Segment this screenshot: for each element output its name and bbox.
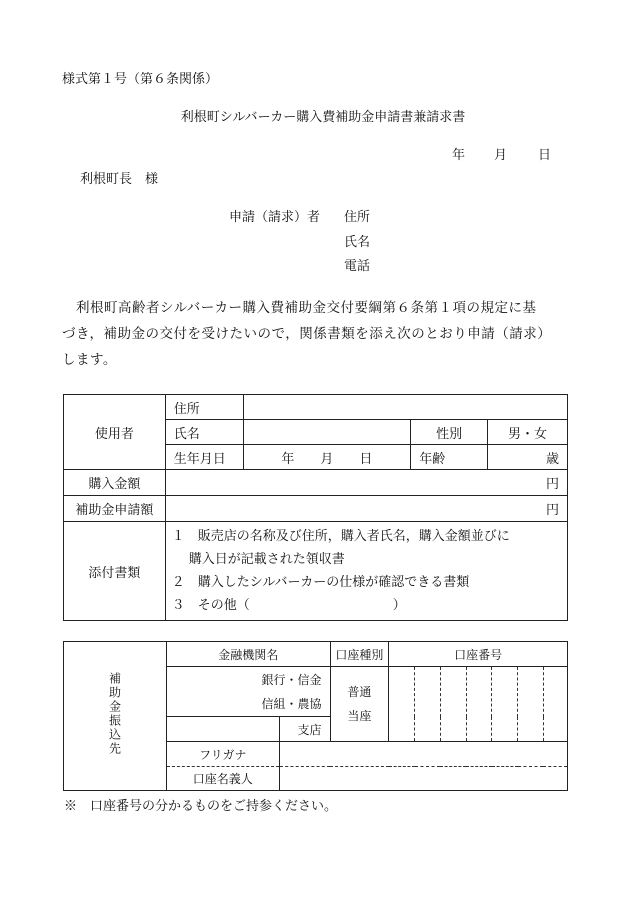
account-type-header: 口座種別 [330, 642, 389, 667]
attachment-item-continued: 購入日が記載された領収書 [188, 552, 345, 567]
attachments-label: 添付書類 [64, 522, 166, 621]
attachment-item: ２ 購入したシルバーカーの仕様が確認できる書類 [171, 575, 470, 590]
furigana-field[interactable] [279, 742, 567, 767]
footnote: ※ 口座番号の分かるものをご持参ください。 [64, 799, 338, 814]
account-digit-5[interactable] [492, 667, 518, 742]
account-digit-3[interactable] [440, 667, 466, 742]
request-paragraph [62, 295, 572, 373]
attachment-item: ３ その他（ ） [171, 598, 406, 613]
account-digit-2[interactable] [415, 667, 441, 742]
addressee: 利根町長 様 [80, 172, 159, 187]
branch-name-field[interactable] [167, 717, 280, 742]
account-type-option: 普通 [347, 685, 372, 699]
bank-transfer-table [63, 641, 568, 791]
form-title: 利根町シルバーカー購入費補助金申請書兼請求書 [180, 110, 466, 125]
account-digit-4[interactable] [466, 667, 492, 742]
age-label: 年齢 [411, 445, 488, 470]
account-digit-7[interactable] [543, 667, 567, 742]
bank-type-option: 信組・農協 [261, 696, 322, 711]
purchase-amount-field[interactable]: 円 [165, 470, 567, 496]
applicant-label: 申請（請求）者 [229, 210, 321, 225]
form-number: 様式第１号（第６条関係） [62, 72, 219, 87]
subsidy-amount-label: 補助金申請額 [64, 496, 166, 522]
date-day-label: 日 [538, 148, 552, 163]
subsidy-amount-field[interactable]: 円 [165, 496, 567, 522]
account-type-field[interactable] [330, 667, 389, 742]
transfer-side-label [64, 642, 167, 791]
bank-type-option: 銀行・信金 [261, 672, 322, 687]
bank-name-field[interactable] [167, 667, 331, 717]
account-type-option: 当座 [347, 709, 372, 723]
age-field[interactable]: 歳 [488, 445, 568, 470]
account-number-header: 口座番号 [389, 642, 568, 667]
transfer-side-text: 補助金振込先 [107, 672, 122, 756]
bank-name-header: 金融機関名 [167, 642, 331, 667]
paragraph-line: します。 [62, 352, 117, 368]
name-field[interactable] [243, 420, 411, 445]
birthdate-field[interactable]: 年 月 日 [243, 445, 411, 470]
user-label: 使用者 [64, 395, 166, 470]
name-label: 氏名 [165, 420, 243, 445]
paragraph-line: 利根町高齢者シルバーカー購入費補助金交付要綱第６条第１項の規定に基 [76, 300, 537, 316]
paragraph-line: づき，補助金の交付を受けたいので，関係書類を添え次のとおり申請（請求） [62, 326, 552, 342]
address-label: 住所 [165, 395, 243, 420]
account-holder-field[interactable] [279, 767, 567, 791]
gender-label: 性別 [411, 420, 488, 445]
applicant-info-table [63, 394, 568, 621]
account-holder-label: 口座名義人 [167, 767, 280, 791]
birthdate-label: 生年月日 [165, 445, 243, 470]
attachments-list [165, 522, 567, 621]
date-year-label: 年 [452, 148, 466, 163]
attachment-item: １ 販売店の名称及び住所，購入者氏名，購入金額並びに [171, 529, 510, 544]
branch-suffix: 支店 [279, 717, 330, 742]
applicant-phone-label: 電話 [344, 259, 371, 274]
date-month-label: 月 [494, 148, 508, 163]
account-digit-1[interactable] [389, 667, 415, 742]
furigana-label: フリガナ [167, 742, 280, 767]
purchase-amount-label: 購入金額 [64, 470, 166, 496]
address-field[interactable] [243, 395, 567, 420]
account-digit-6[interactable] [518, 667, 544, 742]
applicant-name-label: 氏名 [344, 235, 371, 250]
applicant-address-label: 住所 [344, 210, 371, 225]
gender-field[interactable]: 男・女 [488, 420, 568, 445]
